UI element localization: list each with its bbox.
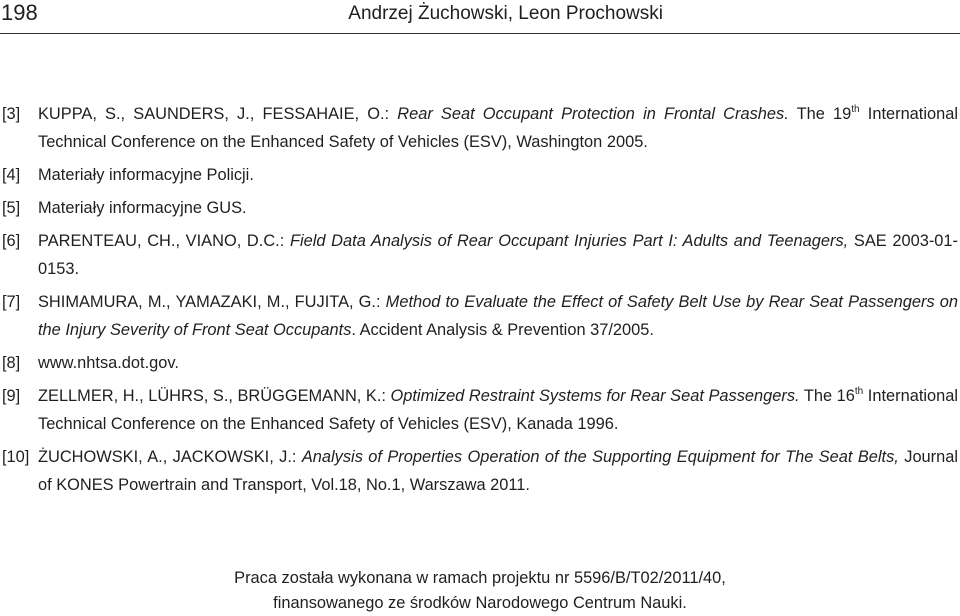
reference-number: [9] bbox=[2, 387, 21, 405]
reference-body bbox=[0, 288, 958, 344]
reference-source: International Technical Conference on the Enhanced Safety of Vehicles (ESV), Washington 2005. bbox=[38, 105, 958, 151]
reference-item bbox=[0, 443, 958, 499]
ordinal-suffix: th bbox=[854, 386, 864, 397]
reference-item bbox=[0, 288, 958, 344]
ordinal-suffix: th bbox=[851, 104, 860, 115]
reference-body bbox=[0, 227, 958, 283]
funding-note-line: Praca została wykonana w ramach projektu nr 5596/B/T02/2011/40, bbox=[234, 569, 726, 587]
reference-number: [10] bbox=[2, 448, 30, 466]
reference-number: [3] bbox=[2, 105, 21, 123]
reference-title: Method to Evaluate the Effect of Safety Belt Use by Rear Seat Passengers on the Injury Severity of Front Seat Occupants bbox=[38, 293, 958, 339]
reference-text: www.nhtsa.dot.gov. bbox=[38, 354, 179, 372]
reference-list bbox=[0, 100, 958, 504]
funding-note bbox=[0, 566, 960, 616]
reference-body bbox=[0, 100, 958, 156]
reference-source: SAE 2003-01-0153. bbox=[38, 232, 958, 278]
reference-title: Optimized Restraint Systems for Rear Seat Passengers. bbox=[390, 387, 800, 405]
reference-authors: ŻUCHOWSKI, A., JACKOWSKI, J.: bbox=[38, 448, 302, 466]
reference-number: [4] bbox=[2, 166, 21, 184]
reference-number: [5] bbox=[2, 199, 21, 217]
reference-item bbox=[0, 349, 958, 377]
reference-text: The 19 bbox=[788, 105, 852, 123]
reference-number: [7] bbox=[2, 293, 21, 311]
reference-number: [8] bbox=[2, 354, 21, 372]
reference-text: The 16 bbox=[799, 387, 855, 405]
running-head-authors: Andrzej Żuchowski, Leon Prochowski bbox=[348, 3, 663, 24]
reference-item bbox=[0, 161, 958, 189]
reference-source: Journal of KONES Powertrain and Transport, Vol.18, No.1, Warszawa 2011. bbox=[38, 448, 959, 494]
reference-item bbox=[0, 194, 958, 222]
reference-source: International Technical Conference on the Enhanced Safety of Vehicles (ESV), Kanada 1996. bbox=[38, 387, 959, 433]
reference-title: Field Data Analysis of Rear Occupant Injuries Part I: Adults and Teenagers, bbox=[289, 232, 849, 250]
reference-item bbox=[0, 100, 958, 156]
reference-body bbox=[0, 443, 958, 499]
reference-title: Rear Seat Occupant Protection in Frontal Crashes. bbox=[397, 105, 789, 123]
reference-text: Materiały informacyjne GUS. bbox=[38, 199, 247, 217]
reference-authors: PARENTEAU, CH., VIANO, D.C.: bbox=[38, 232, 290, 250]
reference-item bbox=[0, 227, 958, 283]
reference-authors: SHIMAMURA, M., YAMAZAKI, M., FUJITA, G.: bbox=[38, 293, 386, 311]
page-number: 198 bbox=[1, 0, 38, 25]
reference-authors: KUPPA, S., SAUNDERS, J., FESSAHAIE, O.: bbox=[38, 105, 398, 123]
reference-title: Analysis of Properties Operation of the Supporting Equipment for The Seat Belts, bbox=[301, 448, 899, 466]
reference-body bbox=[0, 382, 958, 438]
page-header bbox=[0, 0, 960, 34]
reference-number: [6] bbox=[2, 232, 21, 250]
reference-item bbox=[0, 382, 958, 438]
funding-note-line: finansowanego ze środków Narodowego Centrum Nauki. bbox=[273, 594, 687, 612]
header-rule bbox=[0, 33, 960, 34]
reference-authors: ZELLMER, H., LÜHRS, S., BRÜGGEMANN, K.: bbox=[38, 387, 391, 405]
reference-text: Materiały informacyjne Policji. bbox=[38, 166, 254, 184]
reference-source: . Accident Analysis & Prevention 37/2005. bbox=[351, 321, 654, 339]
